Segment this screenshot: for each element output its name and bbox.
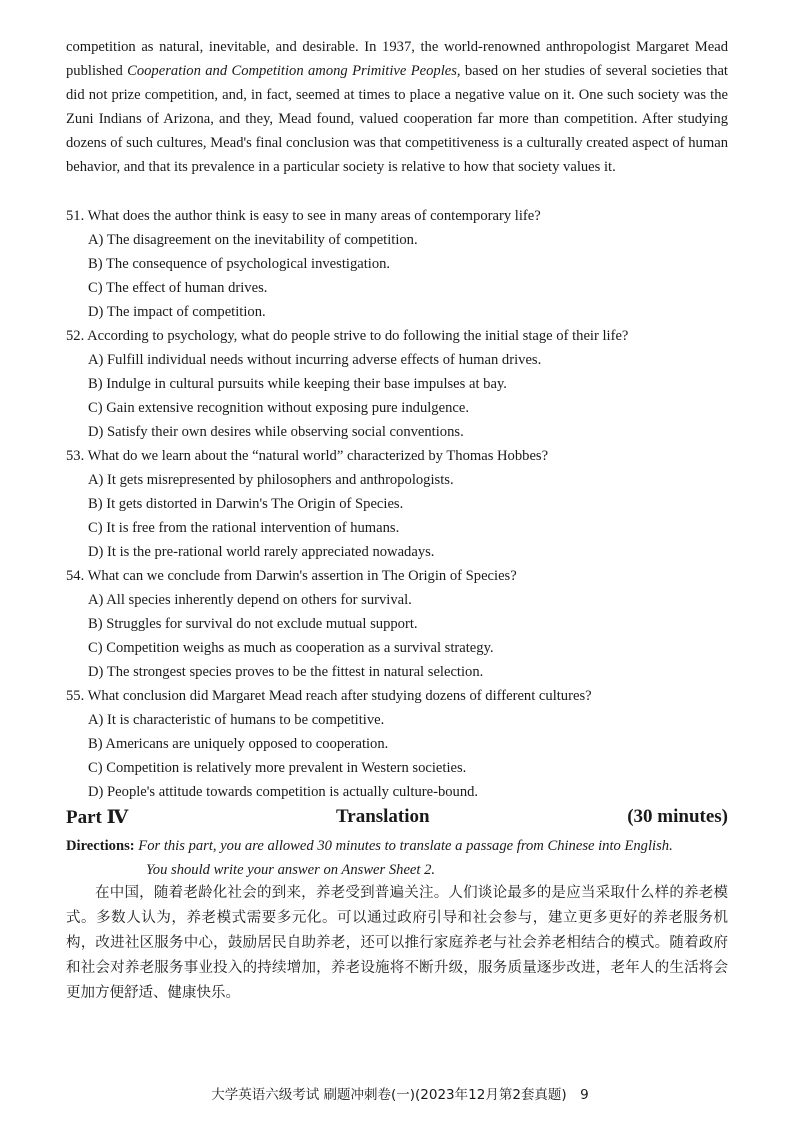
question-51	[66, 204, 728, 324]
option-c: C) The effect of human drives.	[88, 280, 268, 296]
option-d: D) The impact of competition.	[88, 304, 266, 320]
option-a: A) All species inherently depend on others for survival.	[88, 592, 412, 608]
option-c: C) Competition is relatively more prevalent in Western societies.	[88, 760, 467, 776]
question-53	[66, 444, 728, 564]
directions-line-1: For this part, you are allowed 30 minutes to translate a passage from Chinese into English.	[138, 838, 673, 854]
directions	[66, 834, 728, 882]
option-c: C) It is free from the rational intervention of humans.	[88, 520, 400, 536]
option-a: A) The disagreement on the inevitability of competition.	[88, 232, 418, 248]
part-time: (30 minutes)	[627, 806, 728, 827]
option-d: D) Satisfy their own desires while observing social conventions.	[88, 424, 464, 440]
option-b: B) Americans are uniquely opposed to cooperation.	[88, 736, 389, 752]
option-b: B) Indulge in cultural pursuits while keeping their base impulses at bay.	[88, 376, 507, 392]
question-54	[66, 564, 728, 684]
option-d: D) People's attitude towards competition is actually culture-bound.	[88, 784, 479, 800]
directions-line-2: You should write your answer on Answer Sheet 2.	[146, 862, 436, 878]
question-stem: 54. What can we conclude from Darwin's assertion in The Origin of Species?	[66, 568, 517, 584]
reading-passage	[66, 35, 728, 179]
page-footer: 大学英语六级考试 刷题冲刺卷(一)(2023年12月第2套真题) 9	[211, 1087, 589, 1103]
option-b: B) The consequence of psychological investigation.	[88, 256, 391, 272]
option-d: D) It is the pre-rational world rarely appreciated nowadays.	[88, 544, 435, 560]
book-title: Cooperation and Competition among Primitive Peoples	[127, 63, 457, 79]
question-list	[66, 204, 728, 804]
chinese-translation-passage: 在中国，随着老龄化社会的到来，养老受到普遍关注。人们谈论最多的是应当采取什么样的养老模式。多数人认为，养老模式需要多元化。可以通过政府引导和社会参与，建立更多更好的养老服务机构，改进社区服务中心，鼓励居民自助养老，还可以推行家庭养老与社会养老相结合的模式。随着政府和社会对养老服务事业投入的持续增加，养老设施将不断升级，服务质量逐步改进，老年人的生活将会更加方便舒适、健康快乐。	[66, 885, 728, 1001]
question-stem: 51. What does the author think is easy to see in many areas of contemporary life?	[66, 208, 541, 224]
passage-text-part2: , based on her studies of several societies that did not prize competition, and, in fact, seemed at times to place a negative value on it. One such society was the Zuni Indians of Arizona, and they, Mead found, valued cooperation far more than competition. After studying dozens of such cultures, Mead's final conclusion was that competitiveness is a culturally created aspect of human behavior, and that its prevalence in a particular society is relative to how that society values it.	[66, 63, 728, 175]
option-a: A) It gets misrepresented by philosophers and anthropologists.	[88, 472, 454, 488]
passage-text-part1: competition as natural, inevitable, and desirable. In 1937, the world-renowned anthropologist Margaret Mead published	[66, 39, 728, 79]
option-c: C) Gain extensive recognition without exposing pure indulgence.	[88, 400, 469, 416]
option-b: B) It gets distorted in Darwin's The Origin of Species.	[88, 496, 404, 512]
part-title: Translation	[336, 806, 430, 827]
option-a: A) Fulfill individual needs without incurring adverse effects of human drives.	[88, 352, 542, 368]
option-a: A) It is characteristic of humans to be competitive.	[88, 712, 385, 728]
question-55	[66, 684, 728, 804]
part-label: Part Ⅳ	[66, 807, 129, 828]
question-stem: 53. What do we learn about the “natural world” characterized by Thomas Hobbes?	[66, 448, 549, 464]
question-52	[66, 324, 728, 444]
directions-label: Directions:	[66, 838, 135, 854]
question-stem: 52. According to psychology, what do people strive to do following the initial stage of their life?	[66, 328, 629, 344]
option-c: C) Competition weighs as much as cooperation as a survival strategy.	[88, 640, 494, 656]
question-stem: 55. What conclusion did Margaret Mead reach after studying dozens of different cultures?	[66, 688, 592, 704]
option-b: B) Struggles for survival do not exclude mutual support.	[88, 616, 418, 632]
part-iv-heading	[66, 806, 728, 834]
option-d: D) The strongest species proves to be the fittest in natural selection.	[88, 664, 484, 680]
